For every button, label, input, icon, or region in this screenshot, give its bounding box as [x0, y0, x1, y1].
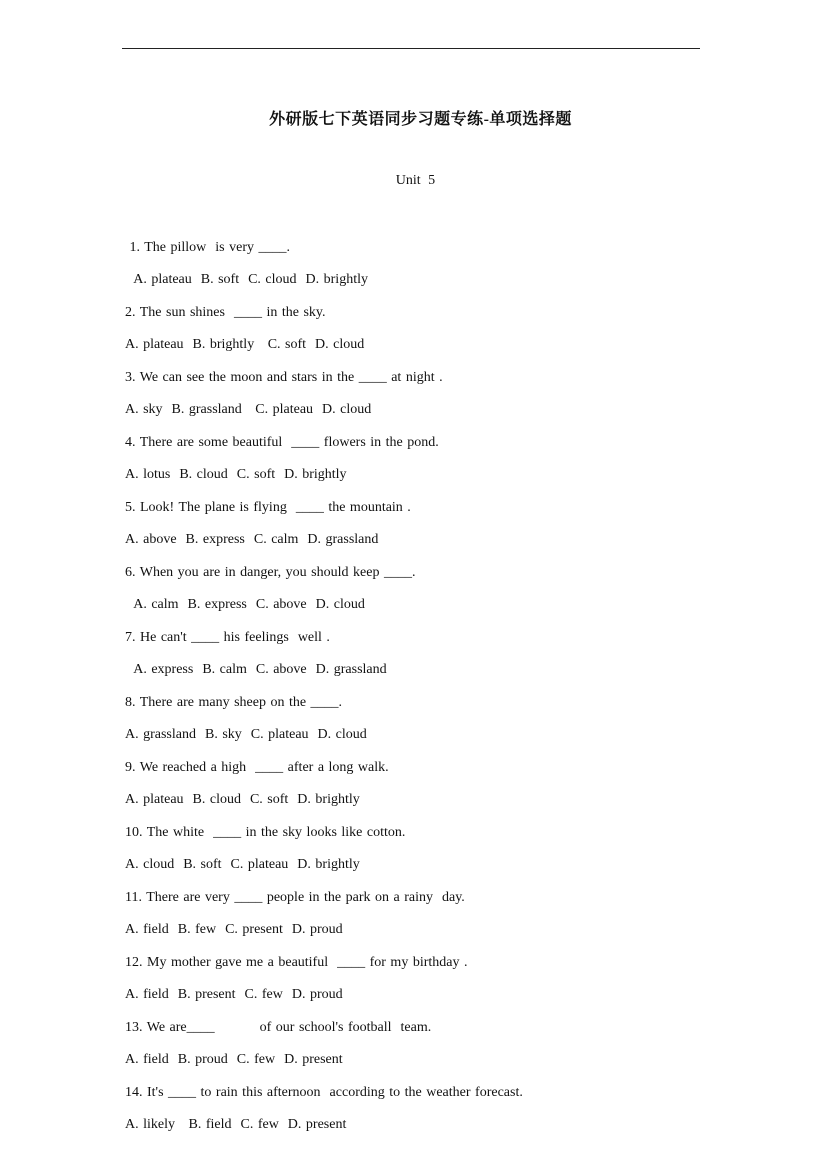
- answer-options: A. field B. proud C. few D. present: [125, 1052, 343, 1067]
- answer-options: A. likely B. field C. few D. present: [125, 1117, 347, 1132]
- question-text: 2. The sun shines ____ in the sky.: [125, 305, 326, 320]
- question-text: 4. There are some beautiful ____ flowers in the pond.: [125, 435, 439, 450]
- unit-heading: Unit 5: [395, 173, 436, 188]
- question-text: 3. We can see the moon and stars in the ____ at night .: [125, 370, 443, 385]
- question-text: 10. The white ____ in the sky looks like cotton.: [125, 825, 406, 840]
- question-text: 12. My mother gave me a beautiful ____ for my birthday .: [125, 955, 468, 970]
- answer-options: A. plateau B. soft C. cloud D. brightly: [125, 272, 368, 287]
- question-text: 8. There are many sheep on the ____.: [125, 695, 343, 710]
- question-text: 13. We are____ of our school's football team.: [125, 1020, 432, 1035]
- question-text: 1. The pillow is very ____.: [125, 240, 291, 255]
- question-text: 5. Look! The plane is flying ____ the mountain .: [125, 500, 411, 515]
- question-text: 6. When you are in danger, you should keep ____.: [125, 565, 416, 580]
- answer-options: A. sky B. grassland C. plateau D. cloud: [125, 402, 372, 417]
- question-text: 7. He can't ____ his feelings well .: [125, 630, 330, 645]
- question-text: 9. We reached a high ____ after a long walk.: [125, 760, 389, 775]
- question-text: 11. There are very ____ people in the park on a rainy day.: [125, 890, 465, 905]
- answer-options: A. field B. few C. present D. proud: [125, 922, 343, 937]
- answer-options: A. calm B. express C. above D. cloud: [125, 597, 365, 612]
- answer-options: A. plateau B. brightly C. soft D. cloud: [125, 337, 365, 352]
- page-title: 外研版七下英语同步习题专练-单项选择题: [269, 111, 572, 128]
- answer-options: A. express B. calm C. above D. grassland: [125, 662, 387, 677]
- answer-options: A. grassland B. sky C. plateau D. cloud: [125, 727, 367, 742]
- answer-options: A. above B. express C. calm D. grassland: [125, 532, 379, 547]
- question-text: 14. It's ____ to rain this afternoon according to the weather forecast.: [125, 1085, 523, 1100]
- answer-options: A. cloud B. soft C. plateau D. brightly: [125, 857, 360, 872]
- answer-options: A. lotus B. cloud C. soft D. brightly: [125, 467, 347, 482]
- answer-options: A. plateau B. cloud C. soft D. brightly: [125, 792, 360, 807]
- answer-options: A. field B. present C. few D. proud: [125, 987, 343, 1002]
- header-rule: [122, 48, 700, 49]
